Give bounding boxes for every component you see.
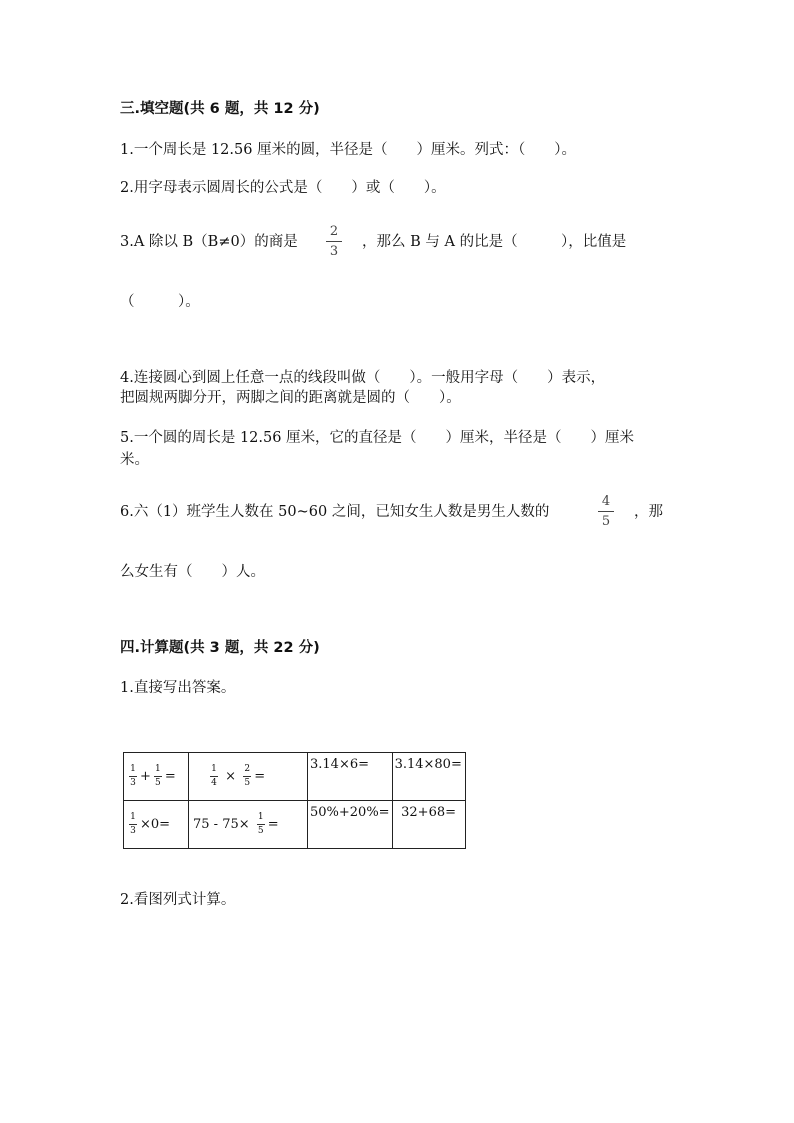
fraction-bar	[326, 241, 342, 242]
table-cell	[124, 801, 189, 849]
table-cell	[189, 753, 308, 801]
fraction-bar	[598, 511, 614, 512]
question-3-6-part2: ，那	[634, 504, 663, 520]
fraction-denominator: 3	[130, 778, 136, 788]
question-3-1: 1.一个周长是 12.56 厘米的圆，半径是（ ）厘米。列式：（ ）。	[120, 142, 577, 158]
table-cell: 3.14×80=	[392, 753, 465, 801]
question-3-6-line2: 么女生有（ ）人。	[120, 564, 265, 580]
fraction	[154, 765, 162, 788]
question-3-2: 2.用字母表示圆周长的公式是（ ）或（ ）。	[120, 180, 446, 196]
expression-text: 75 - 75×	[193, 817, 250, 832]
fraction-denominator: 3	[130, 826, 136, 836]
fraction	[129, 813, 137, 836]
calculation-table	[123, 752, 466, 849]
question-3-3-line2: （ ）。	[120, 294, 200, 310]
table-cell: 3.14×6=	[308, 753, 393, 801]
table-row	[124, 753, 466, 801]
question-3-3-part1: 3.A 除以 B（B≠0）的商是	[120, 234, 298, 250]
fraction-numerator: 1	[130, 764, 136, 774]
fraction-numerator: 1	[155, 764, 161, 774]
question-4-1: 1.直接写出答案。	[120, 680, 236, 696]
fraction-denominator: 5	[244, 778, 251, 788]
fraction-numerator: 1	[130, 812, 136, 822]
table-cell	[124, 753, 189, 801]
operator: ×	[225, 769, 237, 784]
fraction-denominator: 5	[257, 826, 264, 836]
fraction	[257, 813, 265, 836]
fraction-denominator: 4	[211, 778, 217, 788]
fraction-two-thirds	[326, 225, 342, 258]
table-cell	[189, 801, 308, 849]
equals-sign: =	[267, 817, 279, 832]
question-3-6-part1: 6.六（1）班学生人数在 50~60 之间，已知女生人数是男生人数的	[120, 504, 550, 520]
question-3-3-part2: ，那么 B 与 A 的比是（ ），比值是	[362, 234, 627, 250]
question-4-2: 2.看图列式计算。	[120, 892, 236, 908]
equals-sign: =	[164, 769, 176, 784]
fraction-numerator: 1	[211, 764, 217, 774]
fraction-numerator: 4	[601, 494, 611, 509]
table-row	[124, 801, 466, 849]
section-3-heading: 三.填空题(共 6 题，共 12 分)	[120, 101, 320, 117]
section-4-heading: 四.计算题(共 3 题，共 22 分)	[120, 640, 320, 656]
equals-sign: =	[254, 769, 266, 784]
fraction-denominator: 5	[601, 514, 611, 529]
table-cell: 50%+20%=	[308, 801, 393, 849]
fraction	[210, 765, 218, 788]
fraction-four-fifths	[598, 495, 614, 528]
fraction	[243, 765, 251, 788]
fraction-numerator: 1	[257, 812, 264, 822]
fraction-numerator: 2	[329, 224, 339, 239]
fraction-numerator: 2	[244, 764, 251, 774]
table-cell: 32+68=	[392, 801, 465, 849]
operator-text: ×0=	[140, 817, 171, 832]
question-3-4-line2: 把圆规两脚分开，两脚之间的距离就是圆的（ ）。	[120, 390, 461, 406]
fraction	[129, 765, 137, 788]
question-3-4-line1: 4.连接圆心到圆上任意一点的线段叫做（ ）。一般用字母（ ）表示，	[120, 370, 606, 386]
operator: +	[140, 769, 151, 784]
fraction-denominator: 3	[329, 244, 339, 259]
question-3-5-line1: 5.一个圆的周长是 12.56 厘米，它的直径是（ ）厘米，半径是（ ）厘米	[120, 430, 635, 446]
question-3-5-line2: 米。	[120, 452, 149, 468]
fraction-denominator: 5	[155, 778, 161, 788]
